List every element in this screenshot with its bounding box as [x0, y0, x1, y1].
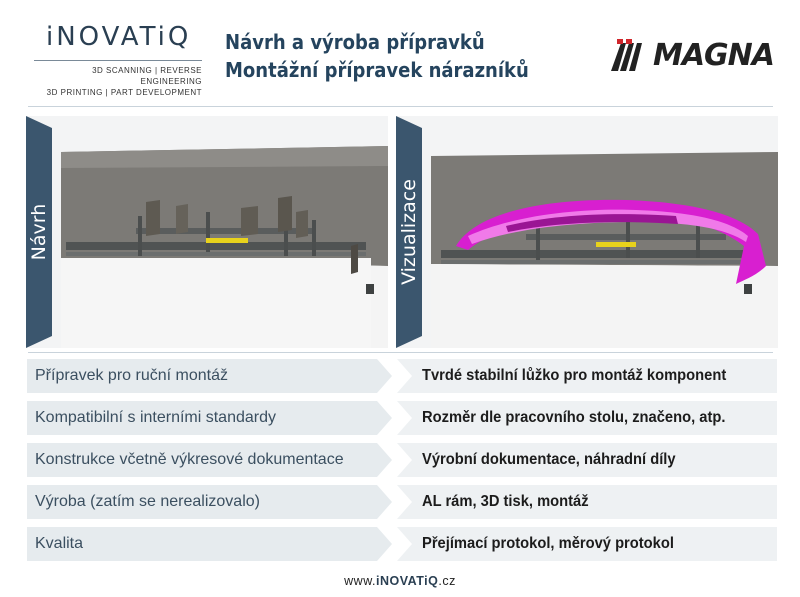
visualization-tab	[396, 116, 434, 348]
visualization-label: Vizualizace	[398, 179, 420, 285]
slide-titles	[225, 28, 563, 84]
feature-row	[27, 485, 777, 519]
feature-row-left	[27, 443, 392, 477]
magna-wordmark: MAGNA	[652, 38, 774, 73]
footer-url-prefix: www.	[344, 574, 377, 588]
feature-left-text: Přípravek pro ruční montáž	[35, 367, 228, 384]
feature-left-text: Kvalita	[35, 535, 84, 552]
feature-right-text: Přejímací protokol, měrový protokol	[422, 535, 674, 552]
feature-right-text: AL rám, 3D tisk, montáž	[422, 493, 589, 510]
design-render-image	[26, 116, 388, 348]
feature-row-left	[27, 359, 392, 393]
logo-tagline-2: 3D PRINTING | PART DEVELOPMENT	[46, 88, 202, 97]
feature-row	[27, 527, 777, 561]
feature-row-right	[397, 485, 777, 519]
visualization-panel	[396, 116, 778, 348]
slide-subtitle: Montážní přípravek nárazníků	[225, 58, 529, 82]
logo-tagline-1: 3D SCANNING | REVERSE ENGINEERING	[92, 66, 202, 86]
feature-right-text: Tvrdé stabilní lůžko pro montáž komponent	[422, 367, 727, 384]
feature-right-text: Rozměr dle pracovního stolu, značeno, atp.	[422, 409, 726, 426]
footer-url-suffix: .cz	[438, 574, 456, 588]
logo-divider	[34, 60, 202, 61]
feature-row-right	[397, 401, 777, 435]
footer-url[interactable]	[0, 574, 800, 588]
feature-row-right	[397, 359, 777, 393]
feature-left-text: Kompatibilní s interními standardy	[35, 409, 276, 426]
feature-right-text: Výrobní dokumentace, náhradní díly	[422, 451, 676, 468]
feature-row-right	[397, 443, 777, 477]
magna-emblem-icon	[607, 39, 651, 73]
feature-left-text: Konstrukce včetně výkresové dokumentace	[35, 451, 344, 468]
feature-row-left	[27, 401, 392, 435]
magna-logo	[607, 38, 774, 73]
feature-left-text: Výroba (zatím se nerealizovalo)	[35, 493, 260, 510]
feature-row-left	[27, 527, 392, 561]
visualization-render-image	[396, 116, 778, 348]
panels-divider	[28, 352, 773, 353]
feature-row-right	[397, 527, 777, 561]
feature-row	[27, 401, 777, 435]
inovatiq-logo	[34, 22, 224, 98]
feature-row	[27, 443, 777, 477]
design-tab	[26, 116, 64, 348]
design-panel	[26, 116, 388, 348]
slide-title: Návrh a výroba přípravků	[225, 30, 485, 54]
logo-wordmark: iNOVATiQ	[46, 22, 192, 52]
feature-row	[27, 359, 777, 393]
header-divider	[28, 106, 773, 107]
feature-row-left	[27, 485, 392, 519]
footer-url-brand: iNOVATiQ	[376, 574, 439, 588]
design-label: Návrh	[28, 203, 50, 261]
